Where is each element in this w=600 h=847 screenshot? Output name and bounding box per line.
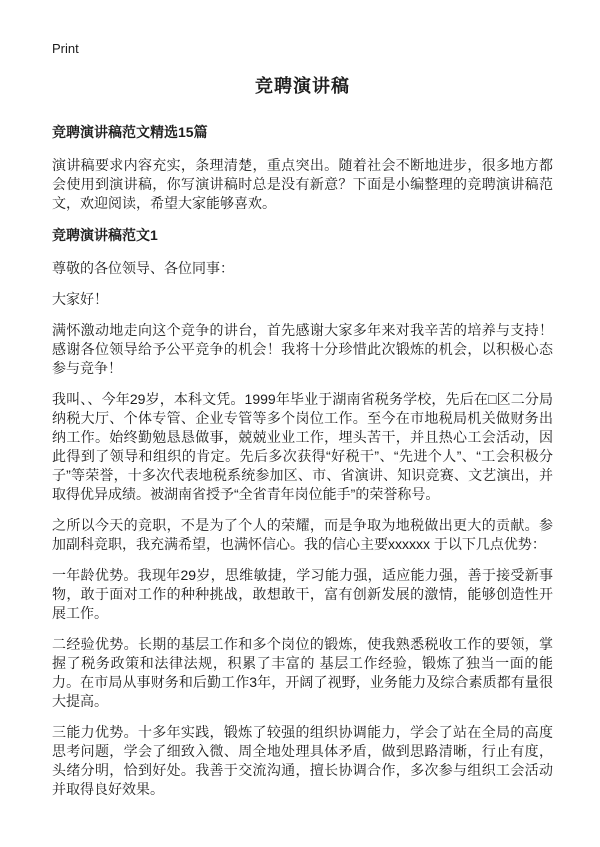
paragraph: 满怀激动地走向这个竞争的讲台，首先感谢大家多年来对我辛苦的培养与支持！感谢各位领导给予公平竞争的机会！我将十分珍惜此次锻炼的机会，以积极心态参与竞争！ xyxy=(52,322,553,376)
section-heading: 竞聘演讲稿范文1 xyxy=(52,227,158,243)
paragraph: 我叫、、今年29岁，本科文凭。1999年毕业于湖南省税务学校，先后在□区二分局纳税大厅、个体专管、企业专管等多个岗位工作。至今在市地税局机关做财务出纳工作。始终勤勉恳恳做事，兢兢业业工作，埋头苦干，并且热心工会活动，因此得到了领导和组织的肯定。先后多次获得“好税干”、“先进个人”、“工会积极分子”等荣誉，十多次代表地税系统参加区、市、省演讲、知识竞赛、文艺演出，并取得优异成绩。被湖南省授予“全省青年岗位能手”的荣誉称号。 xyxy=(52,391,553,502)
intro-paragraph: 演讲稿要求内容充实，条理清楚，重点突出。随着社会不断地进步，很多地方都会使用到演讲稿，你写演讲稿时总是没有新意？下面是小编整理的竞聘演讲稿范文，欢迎阅读，希望大家能够喜欢。 xyxy=(52,157,553,211)
document-subtitle: 竞聘演讲稿范文精选15篇 xyxy=(52,124,208,140)
paragraph-advantage-age: 一年龄优势。我现年29岁，思维敏捷，学习能力强，适应能力强，善于接受新事物，敢于面对工作的种种挑战，敢想敢干，富有创新发展的激情，能够创造性开展工作。 xyxy=(52,567,553,621)
paragraph-advantage-ability: 三能力优势。十多年实践，锻炼了较强的组织协调能力，学会了站在全局的高度思考问题，学会了细致入微、周全地处理具体矛盾，做到思路清晰，行止有度，头绪分明，恰到好处。我善于交流沟通，擅长协调合作，多次参与组织工会活动并取得良好效果。 xyxy=(52,724,553,797)
print-button[interactable]: Print xyxy=(52,41,79,56)
paragraph-advantage-experience: 二经验优势。长期的基层工作和多个岗位的锻炼，使我熟悉税收工作的要领，掌握了税务政策和法律法规，积累了丰富的 基层工作经验，锻炼了独当一面的能力。在市局从事财务和后勤工作3年，开阔了视野，业务能力及综合素质都有量很大提高。 xyxy=(52,636,553,709)
paragraph-greeting: 大家好！ xyxy=(52,291,108,307)
paragraph-salutation: 尊敬的各位领导、各位同事： xyxy=(52,260,234,276)
page-title: 竞聘演讲稿 xyxy=(255,76,350,96)
paragraph: 之所以今天的竞职，不是为了个人的荣耀，而是争取为地税做出更大的贡献。参加副科竞职，我充满希望，也满怀信心。我的信心主要xxxxxx 于以下几点优势： xyxy=(52,517,553,552)
